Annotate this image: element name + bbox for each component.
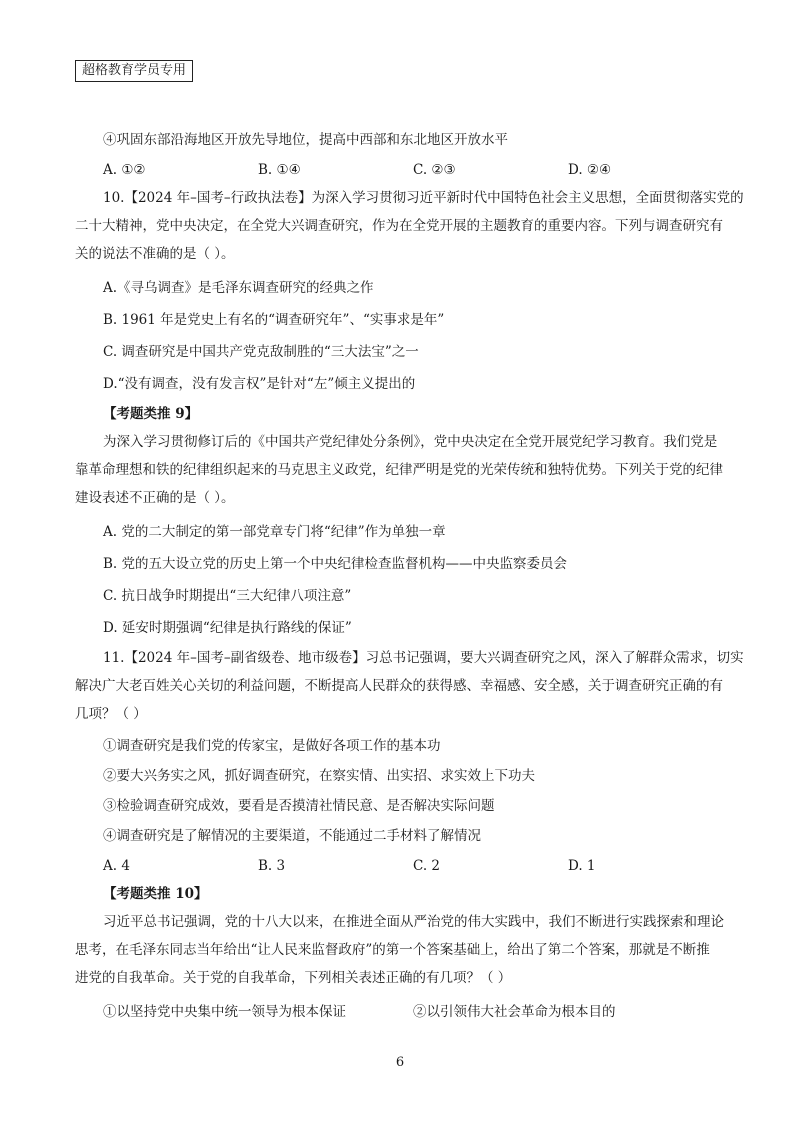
analog9-option-d: D. 延安时期强调“纪律是执行路线的保证”	[103, 620, 352, 636]
q10-stem-line: 关的说法不准确的是（ ）。	[75, 246, 235, 262]
q11-option-d: D. 1	[568, 858, 596, 874]
q11-item-4: ④调查研究是了解情况的主要渠道，不能通过二手材料了解情况	[103, 828, 481, 844]
analog9-option-c: C. 抗日战争时期提出“三大纪律八项注意”	[103, 588, 352, 604]
q11-option-a: A. 4	[103, 858, 130, 874]
analog10-stem-line: 思考，在毛泽东同志当年给出“让人民来监督政府”的第一个答案基础上，给出了第二个答案，那就是不断推	[75, 942, 710, 958]
analog10-title: 【考题类推 10】	[103, 886, 208, 902]
q11-item-3: ③检验调查研究成效，要看是否摸清社情民意、是否解决实际问题	[103, 798, 495, 814]
analog9-title: 【考题类推 9】	[103, 406, 199, 422]
q9-option-a: A. ①②	[103, 162, 146, 178]
q10-option-b: B. 1961 年是党史上有名的“调查研究年”、“实事求是年”	[103, 312, 445, 328]
q11-stem-line: 解决广大老百姓关心关切的利益问题，不断提高人民群众的获得感、幸福感、安全感，关于调查研究正确的有	[75, 678, 723, 694]
analog9-stem-line: 为深入学习贯彻修订后的《中国共产党纪律处分条例》，党中央决定在全党开展党纪学习教育。我们党是	[103, 434, 718, 450]
q11-stem-line: 11.【2024 年–国考–副省级卷、地市级卷】习总书记强调，要大兴调查研究之风，深入了解群众需求，切实	[103, 650, 744, 666]
q11-option-b: B. 3	[258, 858, 286, 874]
q11-stem-line: 几项？（ ）	[75, 706, 147, 722]
q9-option-b: B. ①④	[258, 162, 301, 178]
q10-option-a: A.《寻乌调查》是毛泽东调查研究的经典之作	[103, 280, 374, 296]
analog10-item-2: ②以引领伟大社会革命为根本目的	[413, 1004, 616, 1020]
analog9-option-b: B. 党的五大设立党的历史上第一个中央纪律检查监督机构——中央监察委员会	[103, 556, 568, 572]
q10-option-d: D.“没有调查，没有发言权”是针对“左”倾主义提出的	[103, 376, 416, 392]
analog10-item-1: ①以坚持党中央集中统一领导为根本保证	[103, 1004, 346, 1020]
q9-option-d: D. ②④	[568, 162, 612, 178]
q10-stem-line: 二十大精神，党中央决定，在全党大兴调查研究，作为在全党开展的主题教育的重要内容。下列与调查研究有	[75, 218, 723, 234]
analog9-stem-line: 建设表述不正确的是（ ）。	[75, 490, 235, 506]
q11-item-2: ②要大兴务实之风，抓好调查研究，在察实情、出实招、求实效上下功夫	[103, 768, 535, 784]
q11-item-1: ①调查研究是我们党的传家宝，是做好各项工作的基本功	[103, 738, 441, 754]
analog10-stem-line: 进党的自我革命。关于党的自我革命，下列相关表述正确的有几项？（ ）	[75, 970, 512, 986]
header-label: 超格教育学员专用	[75, 60, 193, 82]
q10-stem-line: 10.【2024 年–国考–行政执法卷】为深入学习贯彻习近平新时代中国特色社会主义思想，全面贯彻落实党的	[103, 190, 744, 206]
q9-option-c: C. ②③	[413, 162, 456, 178]
q9-item-4: ④巩固东部沿海地区开放先导地位，提高中西部和东北地区开放水平	[103, 132, 508, 148]
analog10-stem-line: 习近平总书记强调，党的十八大以来，在推进全面从严治党的伟大实践中，我们不断进行实践探索和理论	[103, 914, 724, 930]
q10-option-c: C. 调查研究是中国共产党克敌制胜的“三大法宝”之一	[103, 344, 419, 360]
analog9-stem-line: 靠革命理想和铁的纪律组织起来的马克思主义政党，纪律严明是党的光荣传统和独特优势。下列关于党的纪律	[75, 462, 723, 478]
page-number: 6	[395, 1055, 405, 1070]
analog9-option-a: A. 党的二大制定的第一部党章专门将“纪律”作为单独一章	[103, 524, 446, 540]
q11-option-c: C. 2	[413, 858, 441, 874]
